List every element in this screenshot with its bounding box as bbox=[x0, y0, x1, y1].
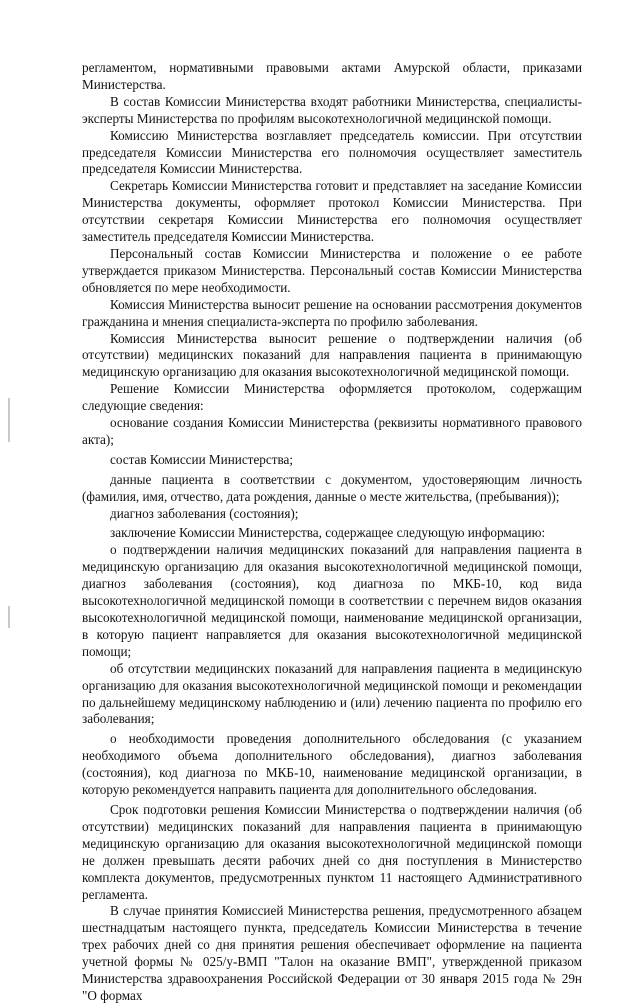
paragraph: Срок подготовки решения Комиссии Министерства о подтверждении наличия (об отсутствии) медицинских показаний для направления пациента в принимающую медицинскую организацию для оказания высокотехнологичной медицинской помощи не должен превышать десяти рабочих дней со дня поступления в Министерство комплекта документов, предусмотренных пунктом 11 настоящего Административного регламента. bbox=[82, 801, 582, 902]
paragraph: Решение Комиссии Министерства оформляется протоколом, содержащим следующие сведения: bbox=[82, 381, 582, 414]
paragraph: В состав Комиссии Министерства входят работники Министерства, специалисты-эксперты Министерства по профилям высокотехнологичной медицинской помощи. bbox=[82, 93, 582, 126]
paragraph: Комиссия Министерства выносит решение о подтверждении наличия (об отсутствии) медицинских показаний для направления пациента в принимающую медицинскую организацию для оказания высокотехнологичной медицинской помощи. bbox=[82, 330, 582, 380]
list-item: основание создания Комиссии Министерства (реквизиты нормативного правового акта); bbox=[82, 415, 582, 447]
list-item: об отсутствии медицинских показаний для направления пациента в медицинскую организацию для оказания высокотехнологичной медицинской помощи и рекомендации по дальнейшему медицинскому наблюдению и (или) лечению пациента по профилю его заболевания; bbox=[82, 660, 582, 727]
list-item: состав Комиссии Министерства; bbox=[110, 451, 294, 467]
margin-scan-mark bbox=[8, 606, 10, 628]
list-item: данные пациента в соответствии с документом, удостоверяющим личность (фамилия, имя, отчество, дата рождения, данные о месте жительства, (пребывания)); bbox=[82, 471, 582, 504]
margin-scan-mark bbox=[8, 398, 10, 442]
list-item: заключение Комиссии Министерства, содержащее следующую информацию: bbox=[110, 525, 546, 541]
paragraph: Комиссия Министерства выносит решение на основании рассмотрения документов гражданина и мнения специалиста-эксперта по профилю заболевания. bbox=[82, 296, 582, 329]
list-item: о подтверждении наличия медицинских показаний для направления пациента в медицинскую организацию для оказания высокотехнологичной медицинской помощи, диагноз заболевания (состояния), код диагноза по МКБ-10, код вида высокотехнологичной медицинской помощи в соответствии с перечнем видов оказания высокотехнологичной медицинской помощи, наименование медицинской организации, в которую пациент направляется для оказания высокотехнологичной медицинской помощи; bbox=[82, 542, 582, 659]
paragraph: Комиссию Министерства возглавляет председатель комиссии. При отсутствии председателя Комиссии Министерства его полномочия осуществляет заместитель председателя Комиссии Министерства. bbox=[82, 127, 582, 177]
paragraph: регламентом, нормативными правовыми актами Амурской области, приказами Министерства. bbox=[82, 60, 582, 92]
paragraph: Секретарь Комиссии Министерства готовит и представляет на заседание Комиссии Министерства документы, оформляет протокол Комиссии Министерства. При отсутствии секретаря Комиссии Министерства его полномочия осуществляет заместитель председателя Комиссии Министерства. bbox=[82, 178, 582, 245]
paragraph: Персональный состав Комиссии Министерства и положение о ее работе утверждается приказом Министерства. Персональный состав Комиссии Министерства обновляется по мере необходимости. bbox=[82, 245, 582, 295]
list-item: диагноз заболевания (состояния); bbox=[110, 505, 299, 521]
document-body bbox=[82, 60, 582, 1005]
list-item: о необходимости проведения дополнительного обследования (с указанием необходимого объема дополнительного обследования), диагноз заболевания (состояния), код диагноза по МКБ-10, наименование медицинской организации, в которую рекомендуется направить пациента для дополнительного обследования. bbox=[82, 731, 582, 798]
paragraph: В случае принятия Комиссией Министерства решения, предусмотренного абзацем шестнадцатым настоящего пункта, председатель Комиссии Министерства в течение трех рабочих дней со дня принятия решения обеспечивает оформление на пациента учетной формы № 025/у-ВМП "Талон на оказание ВМП", утвержденной приказом Министерства здравоохранения Российской Федерации от 30 января 2015 года № 29н "О формах bbox=[82, 903, 582, 1003]
